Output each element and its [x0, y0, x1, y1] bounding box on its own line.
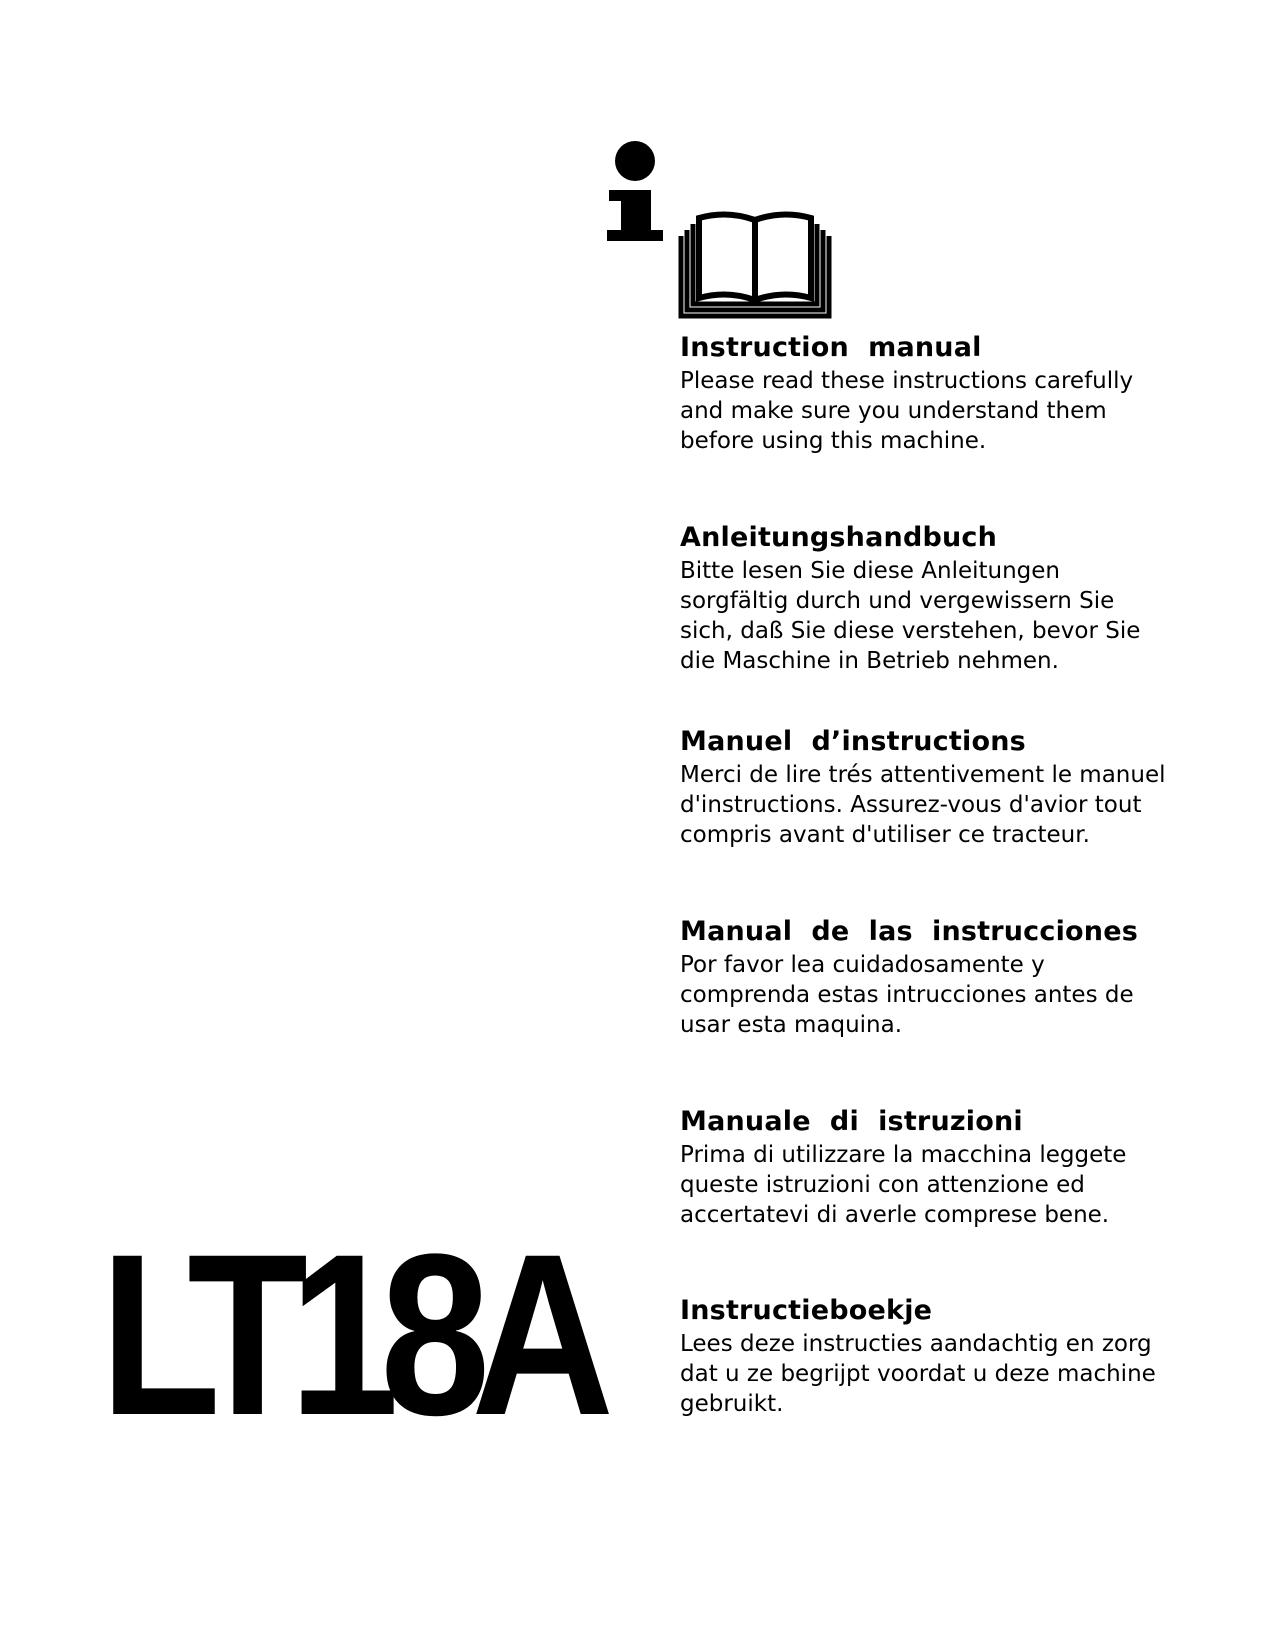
read-manual-icon — [607, 140, 839, 322]
section-dutch — [680, 1293, 1220, 1419]
section-body — [680, 760, 1220, 850]
body-line: accertatevi di averle comprese bene. — [680, 1202, 1110, 1228]
body-line: die Maschine in Betrieb nehmen. — [680, 648, 1059, 674]
body-line: Lees deze instructies aandachtig en zorg — [680, 1331, 1152, 1357]
model-name: LT18A — [100, 1206, 596, 1463]
body-line: before using this machine. — [680, 428, 987, 454]
body-line: Por favor lea cuidadosamente y — [680, 952, 1045, 978]
section-body — [680, 366, 1220, 456]
section-title: Manuel d’instructions — [680, 726, 1026, 757]
section-body — [680, 950, 1220, 1040]
body-line: sich, daß Sie diese verstehen, bevor Sie — [680, 618, 1141, 644]
body-line: dat u ze begrijpt voordat u deze machine — [680, 1361, 1156, 1387]
section-spanish — [680, 914, 1220, 1040]
body-line: Please read these instructions carefully — [680, 368, 1134, 394]
body-line: d'instructions. Assurez-vous d'avior tout — [680, 792, 1142, 818]
section-title: Instruction manual — [680, 332, 982, 363]
section-english — [680, 330, 1220, 456]
body-line: Prima di utilizzare la macchina leggete — [680, 1142, 1127, 1168]
section-title: Manual de las instrucciones — [680, 916, 1138, 947]
section-title: Anleitungshandbuch — [680, 522, 998, 553]
open-book-icon — [681, 214, 829, 316]
section-body — [680, 1140, 1220, 1230]
information-icon — [607, 141, 663, 241]
body-line: usar esta maquina. — [680, 1012, 903, 1038]
body-line: compris avant d'utiliser ce tracteur. — [680, 822, 1090, 848]
body-line: comprenda estas intrucciones antes de — [680, 982, 1134, 1008]
body-line: queste istruzioni con attenzione ed — [680, 1172, 1085, 1198]
section-body — [680, 1329, 1220, 1419]
body-line: and make sure you understand them — [680, 398, 1107, 424]
section-title: Instructieboekje — [680, 1295, 933, 1326]
section-german — [680, 520, 1220, 676]
section-title: Manuale di istruzioni — [680, 1106, 1023, 1137]
body-line: sorgfältig durch und vergewissern Sie — [680, 588, 1115, 614]
section-body — [680, 556, 1220, 676]
section-french — [680, 724, 1220, 850]
body-line: Bitte lesen Sie diese Anleitungen — [680, 558, 1061, 584]
body-line: Merci de lire trés attentivement le manuel — [680, 762, 1166, 788]
section-italian — [680, 1104, 1220, 1230]
body-line: gebruikt. — [680, 1391, 784, 1417]
